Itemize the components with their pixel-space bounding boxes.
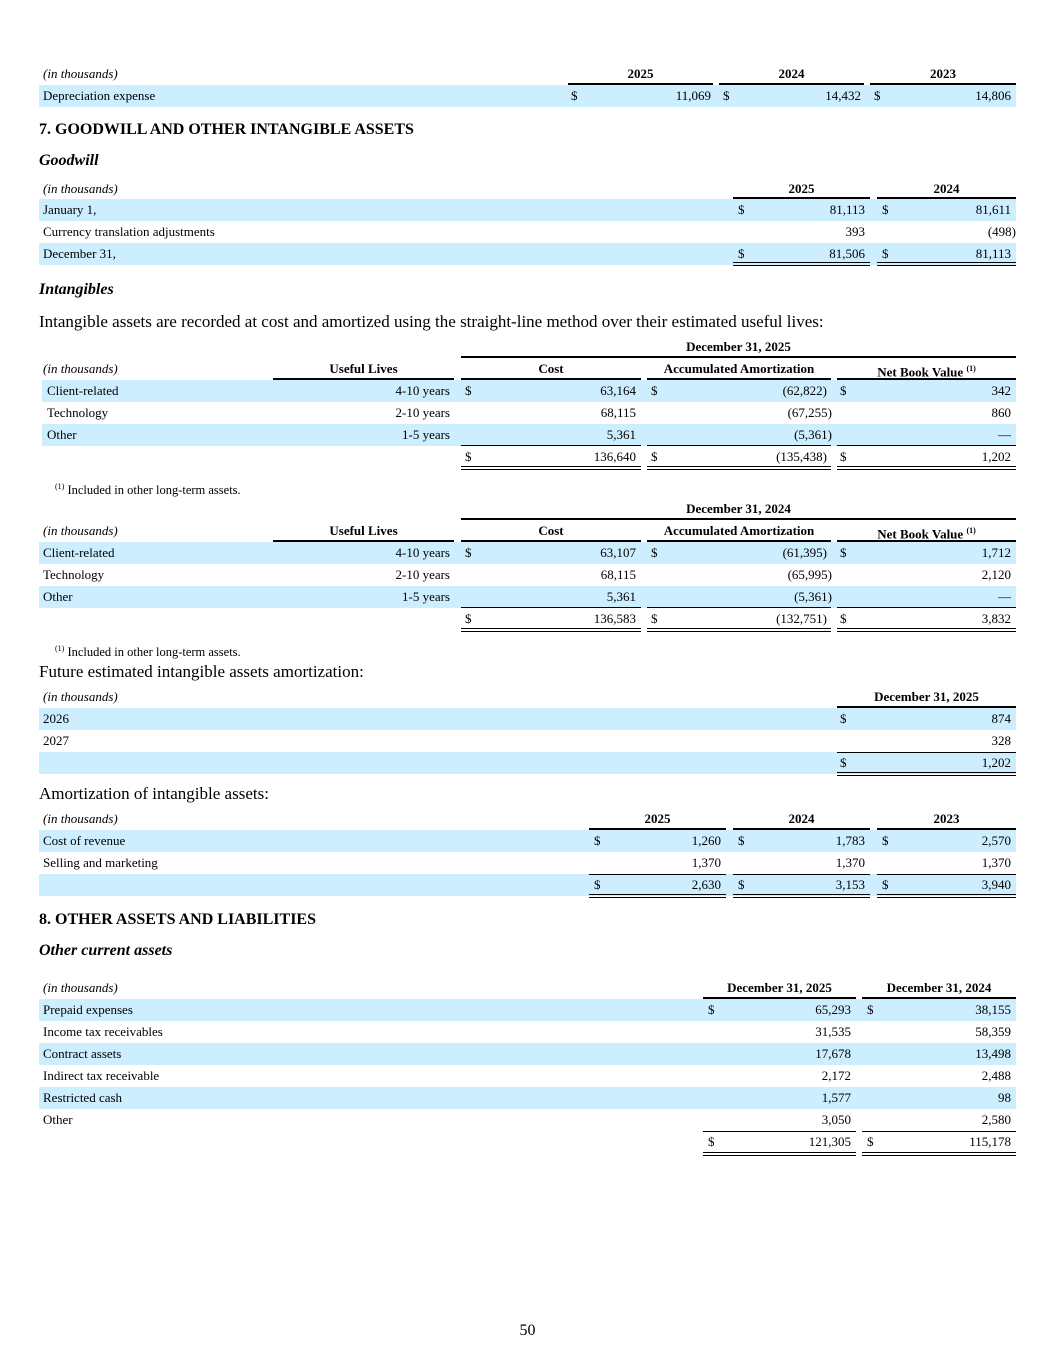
cell-value: 2,580: [981, 1112, 1011, 1127]
cell-value: 1,577: [821, 1090, 851, 1105]
row-label: Indirect tax receivable: [43, 1068, 160, 1083]
cell-value: 65,293: [815, 1002, 851, 1017]
currency-symbol: $: [738, 202, 745, 217]
total-double-rule: [461, 466, 641, 470]
cell-value: 17,678: [815, 1046, 851, 1061]
column-header: December 31, 2025: [727, 980, 832, 995]
total-double-rule: [733, 894, 870, 898]
cell-value: 1,370: [835, 855, 865, 870]
cell-value: 3,153: [835, 877, 865, 892]
nbv-total: 3,832: [981, 611, 1011, 626]
cost-value: 63,164: [600, 383, 636, 398]
footnote-marker: (1): [966, 526, 976, 535]
total-double-rule: [877, 262, 1016, 266]
footnote-marker: (1): [55, 482, 65, 491]
column-header: Accumulated Amortization: [663, 523, 815, 538]
accum-value: (5,361): [794, 427, 832, 442]
subtotal-rule: [837, 752, 1016, 753]
table-row: [42, 424, 1016, 446]
table-row-total: [39, 1131, 1016, 1153]
cell-value: 121,305: [808, 1134, 851, 1149]
row-label: Prepaid expenses: [43, 1002, 133, 1017]
cost-total: 136,583: [593, 611, 636, 626]
page-number: 50: [519, 1322, 536, 1339]
accum-total: (132,751): [776, 611, 827, 626]
cell-value: 3,050: [821, 1112, 851, 1127]
currency-symbol: $: [465, 545, 472, 560]
cell-value: 2,630: [691, 877, 721, 892]
cell-value: 14,806: [975, 88, 1011, 103]
cell-value: 98: [998, 1090, 1011, 1105]
table-row: [39, 1087, 1016, 1109]
paragraph: Amortization of intangible assets:: [39, 784, 269, 803]
subtotal-rule: [877, 874, 1016, 875]
paragraph: Future estimated intangible assets amortization:: [39, 662, 364, 681]
cell-value: 2,488: [981, 1068, 1011, 1083]
cell-value: 1,202: [981, 755, 1011, 770]
table-row: [39, 586, 1016, 608]
total-double-rule: [837, 628, 1016, 632]
row-label: Contract assets: [43, 1046, 122, 1061]
cell-value: 874: [991, 711, 1011, 726]
row-label: Cost of revenue: [43, 833, 126, 848]
total-double-rule: [703, 1152, 856, 1156]
cell-value: (498): [987, 224, 1016, 239]
row-label: Technology: [43, 567, 105, 582]
currency-symbol: $: [651, 383, 658, 398]
paragraph: Intangible assets are recorded at cost and amortized using the straight-line method over their estimated useful lives:: [39, 312, 824, 331]
currency-symbol: $: [840, 449, 847, 464]
row-label: Other: [43, 589, 73, 604]
useful-lives: 1-5 years: [401, 427, 450, 442]
currency-symbol: $: [738, 833, 745, 848]
total-double-rule: [877, 894, 1016, 898]
currency-symbol: $: [708, 1002, 715, 1017]
currency-symbol: $: [594, 877, 601, 892]
currency-symbol: $: [651, 611, 658, 626]
cell-value: 58,359: [975, 1024, 1011, 1039]
currency-symbol: $: [465, 611, 472, 626]
cost-value: 68,115: [600, 405, 636, 420]
currency-symbol: $: [465, 383, 472, 398]
table-row: [39, 1109, 1016, 1131]
subtotal-rule: [733, 874, 870, 875]
cell-value: 3,940: [981, 877, 1011, 892]
row-label: Other: [47, 427, 77, 442]
cell-value: 81,506: [829, 246, 865, 261]
total-double-rule: [862, 1152, 1016, 1156]
subsection-heading: Intangibles: [39, 281, 114, 298]
cell-value: 81,113: [975, 246, 1011, 261]
currency-symbol: $: [882, 833, 889, 848]
accum-value: (65,995): [787, 567, 832, 582]
currency-symbol: $: [651, 449, 658, 464]
row-label: Depreciation expense: [43, 88, 156, 103]
currency-symbol: $: [723, 88, 730, 103]
footnote-marker: (1): [966, 364, 976, 373]
nbv-value: 342: [991, 383, 1011, 398]
footnote-text: Included in other long-term assets.: [67, 483, 241, 498]
column-header: 2024: [933, 181, 960, 196]
useful-lives: 1-5 years: [401, 589, 450, 604]
period-header: December 31, 2024: [686, 501, 791, 516]
row-label: 2026: [43, 711, 69, 726]
cell-value: 2,172: [821, 1068, 851, 1083]
nbv-value: —: [998, 427, 1011, 442]
useful-lives: 2-10 years: [395, 405, 450, 420]
column-header-label: Net Book Value: [877, 364, 964, 380]
column-header-label: Net Book Value: [877, 526, 964, 542]
cost-value: 5,361: [606, 589, 636, 604]
cell-value: 1,370: [981, 855, 1011, 870]
total-double-rule: [589, 894, 726, 898]
cell-value: 1,260: [691, 833, 721, 848]
useful-lives: 2-10 years: [395, 567, 450, 582]
table-row-total: [39, 608, 1016, 630]
table-row: [39, 1065, 1016, 1087]
column-header: December 31, 2025: [874, 689, 979, 704]
currency-symbol: $: [867, 1134, 874, 1149]
currency-symbol: $: [840, 755, 847, 770]
unit-label: (in thousands): [43, 66, 118, 81]
unit-label: (in thousands): [43, 523, 118, 538]
currency-symbol: $: [867, 1002, 874, 1017]
currency-symbol: $: [840, 545, 847, 560]
cell-value: 13,498: [975, 1046, 1011, 1061]
cell-value: 2,570: [981, 833, 1011, 848]
column-header: December 31, 2024: [886, 980, 992, 995]
column-header: 2025: [788, 181, 815, 196]
currency-symbol: $: [882, 202, 889, 217]
row-label: Client-related: [43, 545, 115, 560]
column-header: Accumulated Amortization: [663, 361, 815, 376]
table-row: [39, 85, 1016, 107]
period-rule: [461, 518, 1016, 520]
subsection-heading: Other current assets: [39, 942, 173, 959]
column-header: 2025: [644, 811, 671, 826]
currency-symbol: $: [840, 383, 847, 398]
cell-value: 11,069: [675, 88, 711, 103]
row-label: Selling and marketing: [43, 855, 158, 870]
accum-total: (135,438): [776, 449, 827, 464]
total-double-rule: [837, 466, 1016, 470]
column-header: 2025: [627, 66, 654, 81]
row-label: Other: [43, 1112, 73, 1127]
currency-symbol: $: [465, 449, 472, 464]
table-row-total: [39, 874, 1016, 896]
currency-symbol: $: [594, 833, 601, 848]
cell-value: 31,535: [815, 1024, 851, 1039]
nbv-total: 1,202: [981, 449, 1011, 464]
total-double-rule: [733, 262, 870, 266]
total-double-rule: [837, 772, 1016, 776]
table-row: [39, 999, 1016, 1021]
useful-lives: 4-10 years: [395, 545, 450, 560]
column-header: 2024: [778, 66, 805, 81]
cell-value: 1,370: [691, 855, 721, 870]
cost-value: 68,115: [600, 567, 636, 582]
cell-value: 81,113: [829, 202, 865, 217]
cell-value: 1,783: [835, 833, 865, 848]
table-row: [39, 199, 1016, 221]
currency-symbol: $: [840, 711, 847, 726]
row-label: December 31,: [43, 246, 116, 261]
table-row: [39, 852, 1016, 874]
currency-symbol: $: [708, 1134, 715, 1149]
currency-symbol: $: [738, 877, 745, 892]
nbv-value: —: [998, 589, 1011, 604]
period-header: December 31, 2025: [686, 339, 791, 354]
column-header: 2023: [933, 811, 960, 826]
subsection-heading: Goodwill: [39, 152, 99, 169]
currency-symbol: $: [882, 877, 889, 892]
cell-value: 38,155: [975, 1002, 1011, 1017]
table-row: [39, 564, 1016, 586]
nbv-value: 860: [991, 405, 1011, 420]
cell-value: 393: [845, 224, 865, 239]
row-label: January 1,: [43, 202, 97, 217]
accum-value: (67,255): [787, 405, 832, 420]
table-row: [39, 1043, 1016, 1065]
cost-value: 63,107: [600, 545, 636, 560]
column-header: 2023: [930, 66, 956, 81]
unit-label: (in thousands): [43, 689, 118, 704]
table-row-total: [42, 446, 1016, 468]
useful-lives: 4-10 years: [395, 383, 450, 398]
currency-symbol: $: [571, 88, 578, 103]
cell-value: 14,432: [825, 88, 861, 103]
column-header: Useful Lives: [329, 361, 398, 376]
row-label: Client-related: [47, 383, 119, 398]
cost-total: 136,640: [593, 449, 636, 464]
section-title: 7. GOODWILL AND OTHER INTANGIBLE ASSETS: [39, 121, 414, 138]
unit-label: (in thousands): [43, 980, 118, 995]
row-label: Income tax receivables: [43, 1024, 163, 1039]
currency-symbol: $: [874, 88, 881, 103]
row-label: Currency translation adjustments: [43, 224, 215, 239]
cell-value: 81,611: [975, 202, 1011, 217]
unit-label: (in thousands): [43, 361, 118, 376]
table-row-total: [39, 752, 1016, 774]
column-header: 2024: [788, 811, 815, 826]
total-double-rule: [461, 628, 641, 632]
unit-label: (in thousands): [43, 181, 118, 196]
cell-value: 115,178: [969, 1134, 1011, 1149]
table-row: [39, 730, 1016, 752]
currency-symbol: $: [651, 545, 658, 560]
period-rule: [461, 356, 1016, 358]
column-header: Useful Lives: [329, 523, 398, 538]
nbv-value: 2,120: [981, 567, 1011, 582]
unit-label: (in thousands): [43, 811, 118, 826]
subtotal-rule: [589, 874, 726, 875]
row-label: Restricted cash: [43, 1090, 123, 1105]
cost-value: 5,361: [606, 427, 636, 442]
row-label: Technology: [47, 405, 109, 420]
table-row: [39, 542, 1016, 564]
column-header: Cost: [538, 361, 564, 376]
footnote-marker: (1): [55, 644, 65, 653]
table-row: [39, 221, 1016, 243]
currency-symbol: $: [738, 246, 745, 261]
total-double-rule: [647, 628, 831, 632]
currency-symbol: $: [840, 611, 847, 626]
total-double-rule: [647, 466, 831, 470]
table-row: [39, 708, 1016, 730]
footnote: [55, 640, 241, 661]
accum-value: (61,395): [782, 545, 827, 560]
section-title: 8. OTHER ASSETS AND LIABILITIES: [39, 911, 316, 928]
table-row: [39, 830, 1016, 852]
currency-symbol: $: [882, 246, 889, 261]
column-header: Cost: [538, 523, 564, 538]
table-row: [42, 380, 1016, 402]
footnote: [55, 478, 241, 499]
accum-value: (5,361): [794, 589, 832, 604]
accum-value: (62,822): [782, 383, 827, 398]
table-row: [42, 402, 1016, 424]
cell-value: 328: [991, 733, 1011, 748]
table-row: [39, 1021, 1016, 1043]
row-label: 2027: [43, 733, 69, 748]
footnote-text: Included in other long-term assets.: [67, 645, 241, 660]
nbv-value: 1,712: [981, 545, 1011, 560]
